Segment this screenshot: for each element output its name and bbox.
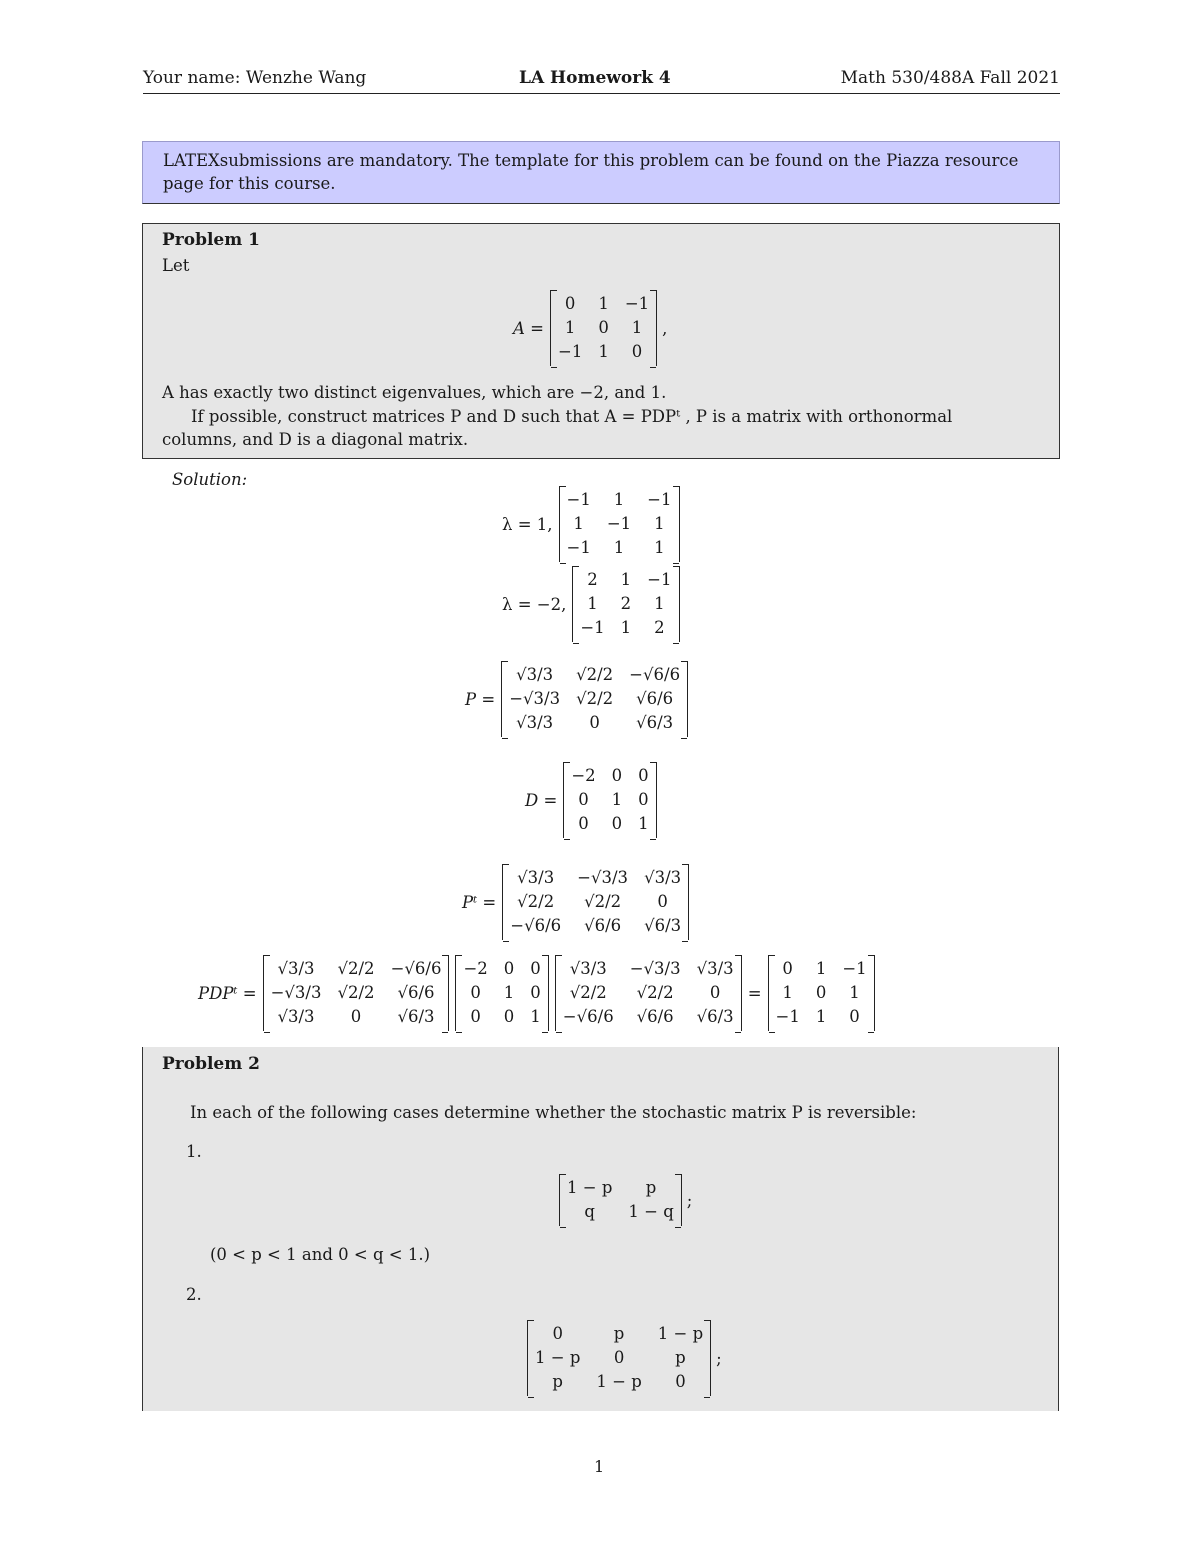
matrix-cell: √3/3: [516, 713, 554, 732]
matrix-cell: 0: [631, 342, 643, 361]
matrix-cell: −1: [558, 342, 583, 361]
problem-1-box: [142, 223, 1060, 459]
matrix-cell: 1: [638, 814, 649, 833]
matrix-cell: √6/6: [584, 916, 622, 935]
problem-1-eigen-text: A has exactly two distinct eigenvalues, which are −2, and 1.: [162, 383, 667, 402]
matrix-cell: −√6/6: [562, 1007, 614, 1026]
header-name: Your name: Wenzhe Wang: [143, 68, 367, 88]
matrix-cell: √2/2: [337, 983, 375, 1002]
matrix-cell: 1: [598, 294, 609, 313]
matrix-cell: 1: [654, 514, 665, 533]
matrix-cell: 1: [654, 538, 665, 557]
matrix-cell: √6/6: [636, 689, 674, 708]
matrix-a: [550, 290, 657, 366]
matrix-cell: 0: [530, 983, 541, 1002]
problem-2-item-1-condition: (0 < p < 1 and 0 < q < 1.): [210, 1245, 431, 1264]
matrix-cell: 0: [598, 318, 609, 337]
lambda-2-label: λ = −2,: [502, 594, 567, 614]
matrix-cell: √6/3: [696, 1007, 734, 1026]
matrix-cell: −2: [571, 766, 596, 785]
matrix-cell: 2: [620, 594, 632, 613]
d-matrix: [563, 762, 656, 838]
matrix-cell: √6/6: [636, 1007, 674, 1026]
p-label: P =: [465, 689, 496, 709]
matrix-cell: √2/2: [576, 689, 614, 708]
matrix-cell: √3/3: [517, 868, 555, 887]
p-transpose-matrix: [502, 864, 689, 940]
matrix-cell: −1: [842, 959, 867, 978]
matrix-cell: −√3/3: [509, 689, 561, 708]
pdpt-result-matrix: [768, 955, 875, 1031]
matrix-cell: 1: [573, 514, 584, 533]
matrix-cell: √3/3: [277, 959, 315, 978]
matrix-cell: √3/3: [644, 868, 682, 887]
matrix-cell: p: [675, 1348, 686, 1367]
matrix-cell: √6/6: [397, 983, 435, 1002]
matrix-cell: 1: [849, 983, 860, 1002]
problem-1-task-text-cont: columns, and D is a diagonal matrix.: [162, 430, 469, 449]
problem-2-item-1-number: 1.: [186, 1142, 202, 1161]
matrix-cell: 0: [503, 1007, 515, 1026]
p-transpose-label: Pᵗ =: [462, 892, 497, 912]
matrix-cell: 0: [611, 814, 623, 833]
pdpt-d-matrix: [455, 955, 548, 1031]
lambda-1-equation: [502, 486, 680, 562]
matrix-cell: 0: [470, 983, 481, 1002]
matrix-cell: 1 − p: [535, 1348, 581, 1367]
matrix-cell: 1 − p: [596, 1372, 642, 1391]
matrix-cell: 0: [503, 959, 515, 978]
lambda-2-equation: [502, 566, 680, 642]
problem-2-item-2-matrix: [527, 1320, 711, 1396]
pdpt-pt-matrix: [555, 955, 742, 1031]
matrix-a-equation: [513, 290, 667, 366]
matrix-cell: −1: [566, 490, 591, 509]
matrix-cell: 1: [613, 490, 625, 509]
matrix-cell: √3/3: [569, 959, 607, 978]
d-label: D =: [525, 790, 558, 810]
p-matrix: [501, 661, 688, 737]
matrix-cell: 0: [470, 1007, 481, 1026]
matrix-cell: √2/2: [569, 983, 607, 1002]
matrix-cell: √3/3: [516, 665, 554, 684]
matrix-cell: 1: [564, 318, 576, 337]
matrix-cell: 0: [350, 1007, 362, 1026]
matrix-cell: −√3/3: [270, 983, 322, 1002]
matrix-cell: 0: [657, 892, 668, 911]
p-equation: [465, 661, 688, 737]
problem-2-item-1-equation: [559, 1174, 692, 1226]
matrix-cell: 0: [815, 983, 827, 1002]
matrix-cell: 1: [613, 538, 625, 557]
problem-2-item-2-suffix: ;: [716, 1348, 722, 1368]
lambda-1-label: λ = 1,: [502, 514, 553, 534]
matrix-cell: 0: [782, 959, 793, 978]
matrix-cell: √6/3: [644, 916, 682, 935]
matrix-cell: 1: [530, 1007, 541, 1026]
pdpt-p-matrix: [263, 955, 450, 1031]
matrix-cell: −2: [463, 959, 488, 978]
pdpt-label: PDPᵗ =: [198, 983, 257, 1003]
latex-notice: LATEXsubmissions are mandatory. The template for this problem can be found on the Piazza resource page for this course.: [142, 141, 1060, 204]
problem-1-intro: Let: [162, 256, 190, 275]
matrix-cell: 1: [503, 983, 515, 1002]
matrix-cell: 1: [815, 959, 827, 978]
matrix-cell: −√3/3: [577, 868, 629, 887]
solution-label: Solution:: [172, 470, 248, 489]
matrix-cell: √2/2: [584, 892, 622, 911]
matrix-cell: 1: [611, 790, 623, 809]
matrix-cell: q: [584, 1202, 595, 1221]
matrix-cell: 2: [587, 570, 598, 589]
matrix-cell: √2/2: [337, 959, 375, 978]
page-number: 1: [594, 1457, 605, 1476]
matrix-cell: √2/2: [517, 892, 555, 911]
matrix-cell: −1: [606, 514, 632, 533]
matrix-cell: √2/2: [576, 665, 614, 684]
matrix-cell: p: [552, 1372, 563, 1391]
matrix-cell: −√6/6: [510, 916, 562, 935]
matrix-a-label: A =: [513, 318, 544, 338]
matrix-cell: 0: [675, 1372, 686, 1391]
matrix-cell: p: [645, 1178, 657, 1197]
matrix-cell: 0: [611, 766, 623, 785]
matrix-cell: −√6/6: [390, 959, 442, 978]
matrix-cell: 1 − p: [657, 1324, 704, 1343]
matrix-cell: −1: [775, 1007, 800, 1026]
matrix-cell: √3/3: [696, 959, 734, 978]
matrix-cell: √6/3: [397, 1007, 435, 1026]
matrix-cell: −1: [566, 538, 591, 557]
matrix-cell: −1: [647, 490, 672, 509]
problem-2-item-1-suffix: ;: [686, 1190, 693, 1210]
p-transpose-equation: [462, 864, 689, 940]
problem-1-task-text: If possible, construct matrices P and D such that A = PDPᵗ , P is a matrix with orthonormal: [191, 407, 953, 426]
matrix-cell: 1: [620, 618, 632, 637]
matrix-cell: −1: [647, 570, 672, 589]
pdpt-equation: [198, 955, 875, 1031]
matrix-cell: √3/3: [277, 1007, 315, 1026]
matrix-cell: 0: [578, 790, 589, 809]
matrix-cell: 2: [654, 618, 665, 637]
problem-2-box: [142, 1047, 1059, 1411]
matrix-cell: 0: [613, 1348, 625, 1367]
matrix-cell: p: [613, 1324, 625, 1343]
matrix-cell: 1: [631, 318, 643, 337]
d-equation: [525, 762, 657, 838]
page-header: [143, 66, 1060, 94]
matrix-cell: 0: [589, 713, 600, 732]
matrix-cell: −√6/6: [629, 665, 681, 684]
matrix-cell: 0: [578, 814, 589, 833]
matrix-a-suffix: ,: [662, 318, 668, 338]
matrix-cell: 1: [815, 1007, 827, 1026]
matrix-cell: 1: [598, 342, 609, 361]
matrix-cell: 0: [638, 766, 649, 785]
matrix-cell: −1: [580, 618, 605, 637]
problem-2-title: Problem 2: [162, 1054, 260, 1074]
lambda-2-matrix: [572, 566, 679, 642]
pdpt-equals: =: [747, 983, 762, 1003]
matrix-cell: 1 − q: [628, 1202, 674, 1221]
problem-2-item-2-number: 2.: [186, 1285, 202, 1304]
matrix-cell: 1: [620, 570, 632, 589]
matrix-cell: 0: [564, 294, 576, 313]
matrix-cell: 0: [530, 959, 541, 978]
matrix-cell: 0: [709, 983, 721, 1002]
matrix-cell: 1: [782, 983, 793, 1002]
matrix-cell: √2/2: [636, 983, 674, 1002]
problem-1-title: Problem 1: [162, 230, 260, 250]
problem-2-intro: In each of the following cases determine whether the stochastic matrix P is reversible:: [190, 1103, 917, 1122]
header-course: Math 530/488A Fall 2021: [840, 68, 1060, 88]
lambda-1-matrix: [559, 486, 680, 562]
matrix-cell: 1: [654, 594, 665, 613]
matrix-cell: 1: [587, 594, 598, 613]
matrix-cell: −1: [624, 294, 650, 313]
matrix-cell: 0: [849, 1007, 860, 1026]
matrix-cell: 0: [552, 1324, 563, 1343]
matrix-cell: √6/3: [636, 713, 674, 732]
matrix-cell: 1 − p: [567, 1178, 613, 1197]
header-title: LA Homework 4: [519, 68, 671, 88]
matrix-cell: −√3/3: [629, 959, 681, 978]
problem-2-item-1-matrix: [559, 1174, 682, 1226]
matrix-cell: 0: [638, 790, 649, 809]
problem-2-item-2-equation: [527, 1320, 722, 1396]
